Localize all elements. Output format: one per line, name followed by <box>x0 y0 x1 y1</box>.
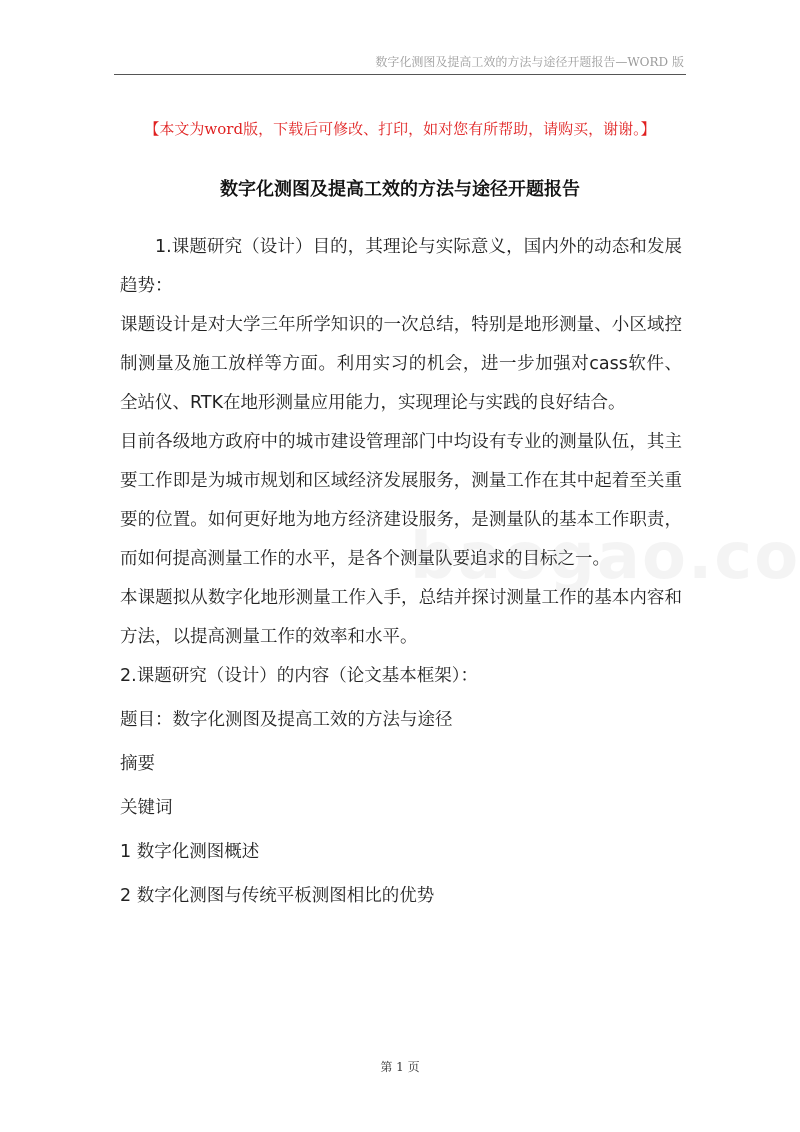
header-divider <box>114 74 686 75</box>
paragraph: 目前各级地方政府中的城市建设管理部门中均设有专业的测量队伍，其主要工作即是为城市规划和区域经济发展服务，测量工作在其中起着至关重要的位置。如何更好地为地方经济建设服务，是测量队的基本工作职责，而如何提高测量工作的水平，是各个测量队要追求的目标之一。 <box>120 432 682 569</box>
paragraph: 本课题拟从数字化地形测量工作入手，总结并探讨测量工作的基本内容和方法，以提高测量工作的效率和水平。 <box>120 588 682 647</box>
page-number: 第 1 页 <box>380 1060 420 1074</box>
outline-item: 2 数字化测图与传统平板测图相比的优势 <box>120 886 435 906</box>
running-header: 数字化测图及提高工效的方法与途径开题报告—WORD 版 <box>375 55 684 69</box>
section-heading-1: 1.课题研究（设计）目的，其理论与实际意义，国内外的动态和发展趋势： <box>120 237 682 296</box>
download-notice: 【本文为word版，下载后可修改、打印，如对您有所帮助，请购买，谢谢。】 <box>144 120 656 138</box>
document-body <box>120 228 682 921</box>
outline-item: 1 数字化测图概述 <box>120 842 260 862</box>
paragraph: 课题设计是对大学三年所学知识的一次总结，特别是地形测量、小区域控制测量及施工放样等方面。利用实习的机会，进一步加强对cass软件、全站仪、RTK在地形测量应用能力，实现理论与实践的良好结合。 <box>120 315 682 413</box>
outline-item: 关键词 <box>120 798 173 818</box>
outline-title: 题目：数字化测图及提高工效的方法与途径 <box>120 710 453 730</box>
section-heading-2: 2.课题研究（设计）的内容（论文基本框架）： <box>120 666 478 686</box>
outline-item: 摘要 <box>120 754 155 774</box>
document-title: 数字化测图及提高工效的方法与途径开题报告 <box>220 179 580 200</box>
